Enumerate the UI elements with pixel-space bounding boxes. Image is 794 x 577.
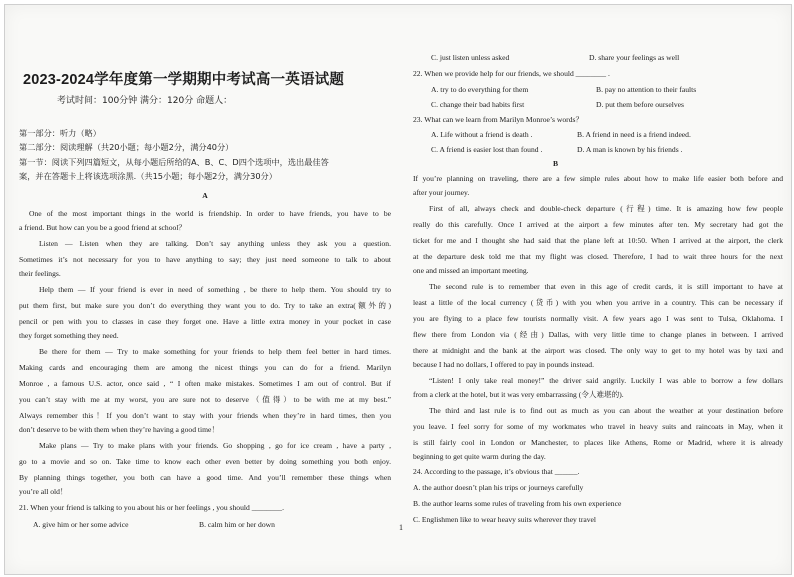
passage-a-label: A (202, 191, 208, 200)
passage-a-line: Help them — If your friend is ever in need of something , be there to help them. You should try to (39, 285, 391, 294)
q21-option-a: A. give him or her some advice (33, 520, 129, 529)
passage-b-line: at the departure desk told me that my flight was closed. Therefore, I had to wait three hours for the next (413, 252, 783, 261)
passage-b-line: If you’re planning on traveling, there are a few simple rules about how to make life easier both before and (413, 174, 783, 183)
passage-b-line: one and missed an important meeting. (413, 266, 529, 275)
exam-title: 2023-2024学年度第一学期期中考试高一英语试题 (23, 72, 345, 88)
passage-b-line: really do this carefully. Once I arrived at the airport a few minutes after ten. My secretary had got the (413, 220, 783, 229)
part-two-heading: 第二部分：阅读理解（共20小题；每小题2分，满分40分） (19, 142, 234, 152)
passage-a-line: pencil or pen with you to classes in case they forget one. Have a little extra money in your pocket in case (19, 317, 391, 326)
passage-a-line: you’re all old！ (19, 487, 68, 496)
passage-a-line: Make plans — Try to make plans with your friends. Go shopping , go for ice cream , have a party , (39, 441, 391, 450)
passage-a-line: Making cards and encouraging them are among the nicest things you can do for a friend. Marilyn (19, 363, 391, 372)
passage-a-line: don’t deserve to be with them when they’re having a good time！ (19, 425, 219, 434)
passage-a-line: Monroe , a famous U.S. actor, once said , “ I often make mistakes. Sometimes I am out of control. But if (19, 379, 391, 388)
passage-b-line: beginning to get quite warm during the day. (413, 452, 546, 461)
q21-option-b: B. calm him or her down (199, 520, 275, 529)
q24-option-b: B. the author learns some rules of traveling from his own experience (413, 499, 622, 508)
passage-b-label: B (552, 159, 559, 168)
q24-option-c: C. Englishmen like to wear heavy suits wherever they travel (413, 515, 597, 524)
passage-b-line: there at midnight and the bank at the airport was closed. The only way to get to my hotel was by taxi and (413, 346, 783, 355)
q24-option-a: A. the author doesn’t plan his trips or journeys carefully (413, 483, 584, 492)
section-one-instruction-2: 案，并在答题卡上将该选项涂黑.（共15小题；每小题2分，满分30分） (19, 171, 277, 181)
passage-b-line: “Listen! I only take real money!” the driver said angrily. Luckily I was able to borrow a few dollars (429, 376, 783, 385)
question-21-stem: 21. When your friend is talking to you about his or her feelings , you should ________. (19, 503, 284, 512)
passage-b-line: least a little of the local currency (货币) with you when you arrive in a country. This can be necessary if (413, 298, 783, 307)
section-one-instruction-1: 第一节：阅读下列四篇短文，从每小题后所给的A、B、C、D四个选项中，选出最佳答 (19, 157, 329, 167)
passage-a-line: Be there for them — Try to make something for your friends to help them feel better in hard times. (39, 347, 391, 356)
passage-a-line: One of the most important things in the world is friendship. In order to have friends, you have to be (29, 209, 391, 218)
passage-b-line: after your journey. (413, 188, 470, 197)
q21-option-d: D. share your feelings as well (589, 53, 680, 62)
q21-option-c: C. just listen unless asked (431, 53, 510, 62)
passage-b-line: First of all, always check and double-check departure (行程) time. It is amazing how few people (429, 204, 783, 213)
passage-a-line: they forget something they need. (19, 331, 119, 340)
q23-option-b: B. A friend in need is a friend indeed. (577, 130, 691, 139)
question-23-stem: 23. What can we learn from Marilyn Monroe’s words？ (413, 115, 584, 124)
passage-b-line: from a clerk at the hotel, but it was very embarrassing (令人难堪的). (413, 390, 624, 399)
part-one-heading: 第一部分：听力（略） (19, 128, 101, 138)
passage-a-line: go to a movie and so on. Take time to know each other even better by doing something you both enjoy. (19, 457, 391, 466)
q22-option-c: C. change their bad habits first (431, 100, 525, 109)
question-22-stem: 22. When we provide help for our friends, we should ________ . (413, 69, 610, 78)
question-24-stem: 24. According to the passage, it’s obvious that ______. (413, 467, 580, 476)
q22-option-b: B. pay no attention to their faults (596, 85, 697, 94)
passage-b-line: The second rule is to remember that even in this age of credit cards, it is still important to have at (429, 282, 783, 291)
q22-option-a: A. try to do everything for them (431, 85, 529, 94)
passage-a-line: By planning things together, you both can have a good time. And you’ll remember these things when (19, 473, 391, 482)
passage-b-line: you are flying to a place few tourists normally visit. A few years ago I was sent to Tulsa, Oklahoma. I (413, 314, 783, 323)
passage-b-line: The third and last rule is to find out as much as you can about the weather at your destination before (429, 406, 783, 415)
passage-a-line: their feelings. (19, 269, 61, 278)
passage-a-line: put them first, but make sure you don’t do everything they want you to do. Try to take an extra(额外的) (19, 301, 391, 310)
passage-b-line: is still fairly cool in London or Manchester, to places like Athens, Rome or Madrid, where it is already (413, 438, 783, 447)
passage-a-line: Listen — Listen when they are talking. Don’t say anything unless they ask you a question. (39, 239, 391, 248)
passage-b-line: flew there from London via (经由) Dallas, with very little time to change planes in between. I arrived (413, 330, 783, 339)
page-number: 1 (399, 523, 403, 532)
passage-a-line: Always remember this！If you don’t want to stay with your friends when they’re in hard times, then you (19, 411, 391, 420)
passage-b-line: you leave. I feel sorry for some of my workmates who travel in heavy suits and raincoats in May, when it (413, 422, 783, 431)
exam-info: 考试时间：100分钟 满分：120分 命题人： (57, 96, 233, 106)
q23-option-d: D. A man is known by his friends . (577, 145, 683, 154)
q22-option-d: D. put them before ourselves (596, 100, 684, 109)
q23-option-c: C. A friend is easier lost than found . (431, 145, 543, 154)
passage-b-line: ticket for me and I thought she had said that the plane left at 10:50. When I arrived at the airport, the clerk (413, 236, 783, 245)
exam-page (4, 4, 792, 575)
passage-a-line: a friend. But how can you be a good friend at school？ (19, 223, 187, 232)
passage-a-line: Sometimes it’s not necessary for you to have anything to say; they just need someone to talk to about (19, 255, 391, 264)
passage-b-line: because I had no dollars, I offered to pay in pounds instead. (413, 360, 595, 369)
q23-option-a: A. Life without a friend is death . (431, 130, 533, 139)
passage-a-line: you can’t stay with me at my worst, you are sure not to deserve（值得）to be with me at my best.” (19, 395, 391, 404)
